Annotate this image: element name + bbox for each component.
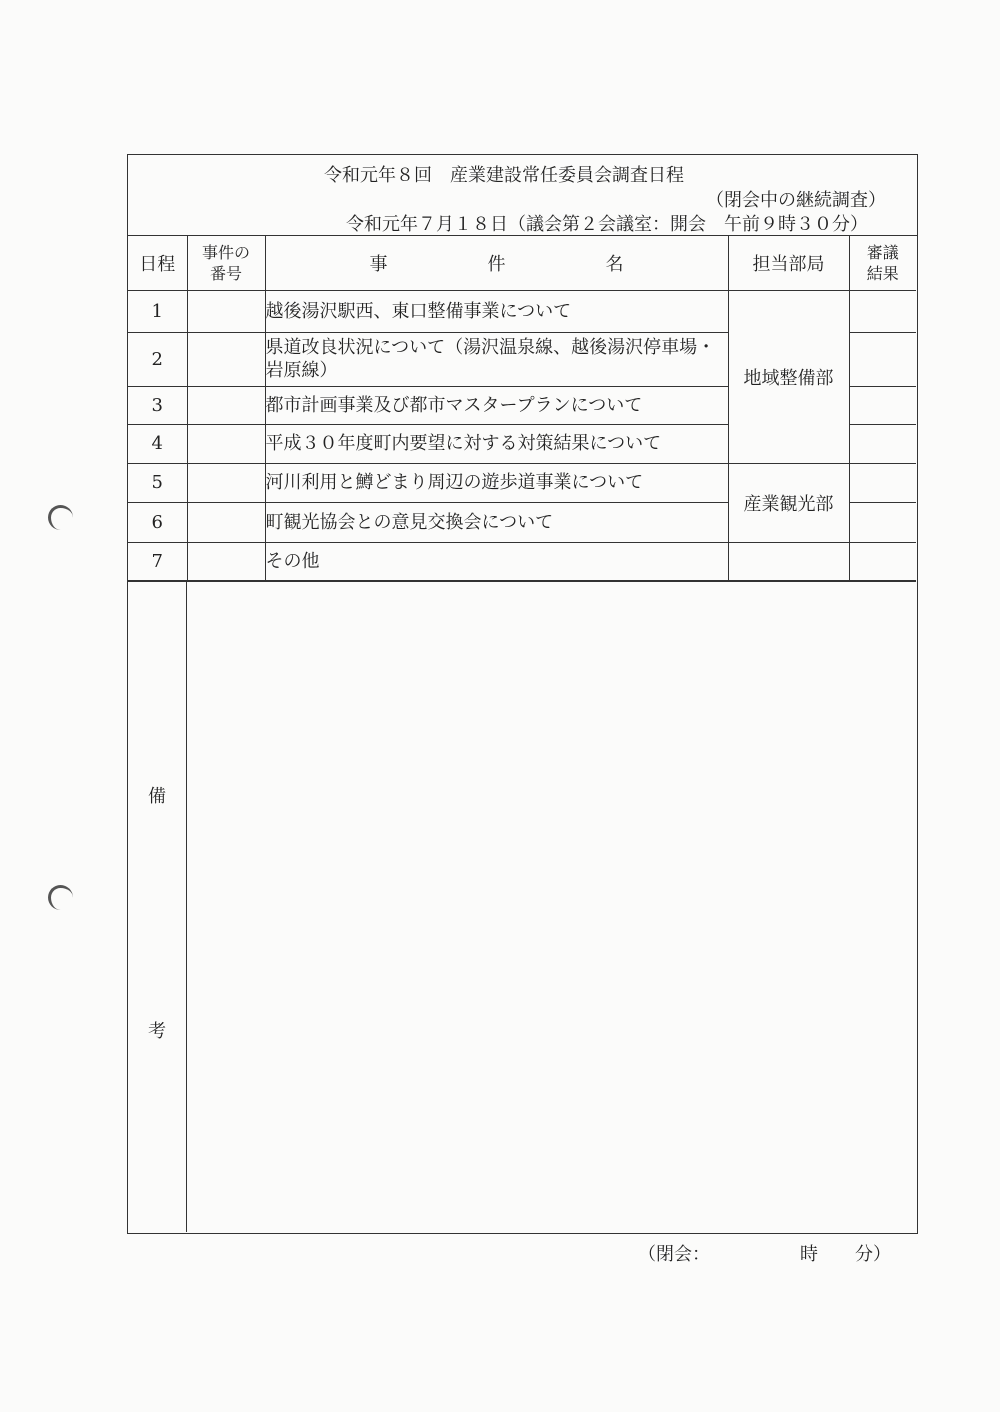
col-header-result-line2: 結果 [866, 263, 899, 283]
col-header-result [849, 236, 916, 290]
col-header-day: 日程 [128, 236, 187, 290]
schedule-table [128, 236, 916, 581]
col-header-case-name-char1: 事 [369, 253, 388, 275]
row-day-number: 2 [128, 332, 187, 386]
row-result [849, 386, 916, 424]
schedule-title: 令和元年８回 産業建設常任委員会調査日程 [324, 165, 684, 186]
col-header-result-line1: 審議 [866, 242, 899, 262]
row-case-number [187, 542, 265, 580]
table-row [128, 290, 916, 332]
table-row [128, 463, 916, 502]
col-header-case-name-char2: 件 [487, 253, 506, 275]
row-case-name: 平成３０年度町内要望に対する対策結果について [265, 424, 728, 463]
row-case-name: 越後湯沢駅西、東口整備事業について [265, 290, 728, 332]
closing-minute-label: 分） [855, 1244, 891, 1265]
row-department [728, 542, 849, 580]
col-header-case-number-line1: 事件の [201, 242, 250, 262]
col-header-case-name-char3: 名 [605, 253, 624, 275]
row-day-number: 5 [128, 463, 187, 502]
remarks-label-char1: 備 [148, 786, 166, 807]
remarks-divider [186, 582, 187, 1232]
row-department-group2: 産業観光部 [728, 463, 849, 542]
col-header-case-name [265, 236, 728, 290]
table-header-row [128, 236, 916, 290]
row-result [849, 463, 916, 502]
row-case-name: 都市計画事業及び都市マスタープランについて [265, 386, 728, 424]
row-case-number [187, 332, 265, 386]
row-department-group1: 地域整備部 [728, 290, 849, 463]
row-case-number [187, 424, 265, 463]
row-result [849, 332, 916, 386]
row-case-number [187, 502, 265, 542]
row-result [849, 290, 916, 332]
schedule-frame [127, 154, 918, 1234]
col-header-case-number [187, 236, 265, 290]
row-day-number: 6 [128, 502, 187, 542]
row-day-number: 1 [128, 290, 187, 332]
punch-hole-bottom [48, 885, 73, 910]
row-result [849, 502, 916, 542]
row-day-number: 3 [128, 386, 187, 424]
row-result [849, 424, 916, 463]
row-case-number [187, 463, 265, 502]
row-case-name: その他 [265, 542, 728, 580]
schedule-subtitle: （閉会中の継続調査） [706, 190, 886, 211]
row-case-name: 県道改良状況について（湯沢温泉線、越後湯沢停車場・岩原線） [265, 332, 728, 386]
row-result [849, 542, 916, 580]
col-header-case-number-line2: 番号 [209, 263, 242, 283]
table-row [128, 542, 916, 580]
col-header-department: 担当部局 [728, 236, 849, 290]
schedule-header [128, 155, 917, 236]
remarks-label-char2: 考 [148, 1021, 166, 1042]
row-case-name: 河川利用と鱒どまり周辺の遊歩道事業について [265, 463, 728, 502]
closing-hour-label: 時 [800, 1244, 818, 1265]
row-day-number: 4 [128, 424, 187, 463]
closing-time-label: （閉会： [638, 1244, 710, 1265]
row-day-number: 7 [128, 542, 187, 580]
punch-hole-top [48, 505, 73, 530]
row-case-number [187, 386, 265, 424]
schedule-date-line: 令和元年７月１８日（議会第２会議室：開会 午前９時３０分） [346, 214, 868, 235]
row-case-number [187, 290, 265, 332]
remarks-section [128, 581, 916, 1232]
row-case-name: 町観光協会との意見交換会について [265, 502, 728, 542]
